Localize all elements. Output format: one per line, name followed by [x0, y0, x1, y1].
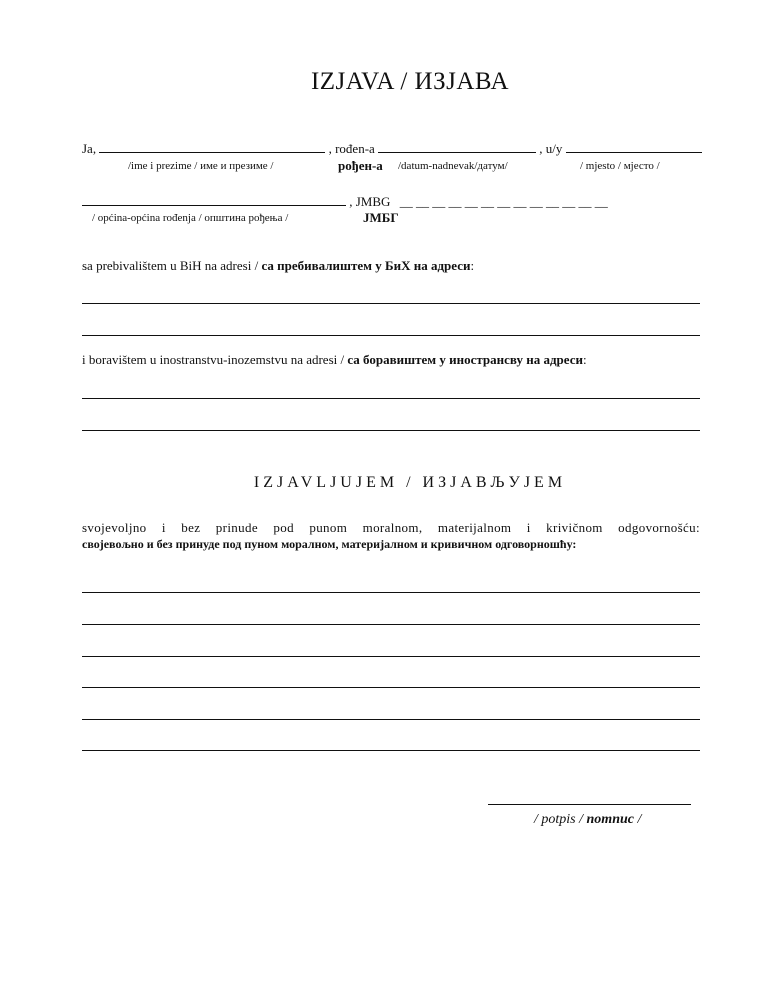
declaration-heading: IZJAVLJUJEM / ИЗЈАВЉУЈЕМ [253, 474, 567, 491]
statement-line-6[interactable] [82, 750, 700, 751]
page-title: IZJAVA / ИЗЈАВА [310, 68, 510, 95]
rodjen-label: , rođen-a [328, 141, 375, 156]
abroad-label: i boravištem u inostranstvu-inozemstvu na adresi / са боравиштем у инострансву на адреси: [82, 352, 587, 367]
declaration-text-cyrillic: својевољно и без принуде под пуном моралном, материјалном и кривичном одговорношћу: [82, 537, 577, 551]
jmbg-field[interactable]: __ __ __ __ __ __ __ __ __ __ __ __ __ [399, 194, 608, 209]
statement-line-1[interactable] [82, 592, 700, 593]
municipality-caption: / općina-općina rođenja / општина рођења / [92, 212, 289, 224]
abroad-line-1[interactable] [82, 398, 700, 399]
declaration-text-latin: svojevoljno i bez prinude pod punom moralnom, materijalnom i krivičnom odgovornošću: [82, 520, 700, 535]
statement-line-3[interactable] [82, 656, 700, 657]
signature-line[interactable] [488, 804, 691, 805]
birthplace-label: , u/у [539, 141, 563, 156]
name-field[interactable] [99, 140, 325, 153]
jmbg-caption: ЈМБГ [363, 210, 399, 225]
name-caption: /ime i prezime / име и презиме / [128, 160, 274, 172]
statement-line-2[interactable] [82, 624, 700, 625]
place-caption: / mjesto / мјесто / [580, 160, 660, 172]
municipality-jmbg-line [82, 193, 608, 210]
abroad-line-2[interactable] [82, 430, 700, 431]
jmbg-label: , JMBG [349, 194, 391, 209]
birthplace-field[interactable] [566, 140, 702, 153]
birthdate-field[interactable] [378, 140, 536, 153]
residence-label: sa prebivalištem u BiH na adresi / са пребивалиштем у БиХ на адреси: [82, 258, 475, 273]
ja-label: Ja, [82, 141, 97, 156]
personal-info-line [82, 140, 702, 157]
residence-line-2[interactable] [82, 335, 700, 336]
municipality-field[interactable] [82, 193, 346, 206]
rodjen-caption: рођен-а [338, 158, 383, 173]
signature-caption: / potpis / потпис / [534, 812, 642, 827]
date-caption: /datum-nadnevak/датум/ [398, 160, 508, 172]
residence-line-1[interactable] [82, 303, 700, 304]
statement-line-5[interactable] [82, 719, 700, 720]
statement-line-4[interactable] [82, 687, 700, 688]
